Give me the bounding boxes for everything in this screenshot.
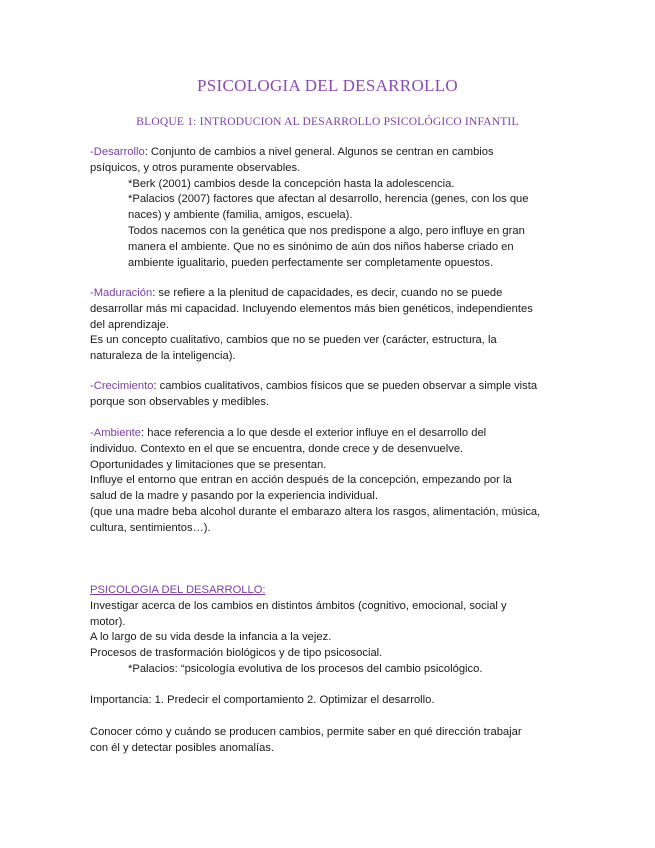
maduracion-definition: : se refiere a la plenitud de capacidades, es decir, cuando no se puede <box>152 287 503 299</box>
crecimiento-definition: : cambios cualitativos, cambios físicos que se pueden observar a simple vista <box>153 380 538 392</box>
maduracion-dash: - <box>90 287 94 299</box>
ambiente-line-3: Oportunidades y limitaciones que se presentan. <box>90 458 327 471</box>
desarrollo-line-3: *Berk (2001) cambios desde la concepción hasta la adolescencia. <box>128 177 455 190</box>
psicologia-section <box>90 583 570 678</box>
desarrollo-line-1 <box>90 145 570 161</box>
desarrollo-dash: - <box>90 146 94 158</box>
psicologia-line-2: motor). <box>90 615 126 628</box>
importancia-line: Importancia: 1. Predecir el comportamiento 2. Optimizar el desarrollo. <box>90 694 435 706</box>
desarrollo-line-6: Todos nacemos con la genética que nos predispone a algo, pero influye en gran <box>128 224 525 237</box>
psicologia-line-5: *Palacios: “psicología evolutiva de los procesos del cambio psicológico. <box>128 662 483 675</box>
psicologia-line-3: A lo largo de su vida desde la infancia a la vejez. <box>90 631 332 644</box>
ambiente-line-7: cultura, sentimientos…). <box>90 521 211 534</box>
page-title: PSICOLOGIA DEL DESARROLLO <box>197 76 458 95</box>
maduracion-line-4: Es un concepto cualitativo, cambios que no se pueden ver (carácter, estructura, la <box>90 334 497 347</box>
ambiente-definition: : hace referencia a lo que desde el exterior influye en el desarrollo del <box>141 427 487 439</box>
maduracion-line-1 <box>90 286 570 302</box>
ambiente-line-1 <box>90 426 570 442</box>
desarrollo-line-4: *Palacios (2007) factores que afectan al desarrollo, herencia (genes, con los que <box>128 193 529 206</box>
ambiente-line-5: salud de la madre y pasando por la experiencia individual. <box>90 490 378 503</box>
desarrollo-line-7: manera el ambiente. Que no es sinónimo de aún dos niños haberse criado en <box>128 240 514 253</box>
maduracion-section <box>90 286 570 365</box>
ambiente-line-4: Influye el entorno que entran en acción después de la concepción, empezando por la <box>90 474 512 487</box>
psicologia-line-1: Investigar acerca de los cambios en distintos ámbitos (cognitivo, emocional, social y <box>90 599 507 612</box>
desarrollo-line-5: naces) y ambiente (familia, amigos, escuela). <box>128 209 353 222</box>
maduracion-line-5: naturaleza de la inteligencia). <box>90 350 236 363</box>
desarrollo-line-8: ambiente igualitario, pueden perfectamente ser completamente opuestos. <box>128 256 494 269</box>
ambiente-line-2: individuo. Contexto en el que se encuentra, donde crece y de desenvuelve. <box>90 442 464 455</box>
conocer-section <box>90 725 570 757</box>
ambiente-term: Ambiente <box>93 427 141 439</box>
conocer-line-1: Conocer cómo y cuándo se producen cambios, permite saber en qué dirección trabajar <box>90 726 522 738</box>
importancia-section <box>90 693 570 709</box>
maduracion-line-2: desarrollar más mi capacidad. Incluyendo elementos más bien genéticos, independientes <box>90 302 533 315</box>
psicologia-heading: PSICOLOGIA DEL DESARROLLO: <box>90 584 266 596</box>
desarrollo-term: Desarrollo <box>93 146 145 158</box>
crecimiento-term: Crecimiento <box>93 380 154 392</box>
crecimiento-section <box>90 379 570 411</box>
crecimiento-line-2: porque son observables y medibles. <box>90 395 270 408</box>
maduracion-term: Maduración <box>93 287 153 299</box>
conocer-line-2: con él y detectar posibles anomalías. <box>90 741 275 754</box>
ambiente-dash: - <box>90 427 94 439</box>
ambiente-line-6: (que una madre beba alcohol durante el embarazo altera los rasgos, alimentación, música, <box>90 505 541 518</box>
desarrollo-definition: : Conjunto de cambios a nivel general. Algunos se centran en cambios <box>144 146 494 158</box>
ambiente-section <box>90 426 570 537</box>
crecimiento-dash: - <box>90 380 94 392</box>
maduracion-line-3: del aprendizaje. <box>90 318 169 331</box>
desarrollo-section <box>90 145 570 271</box>
page-subtitle: BLOQUE 1: INTRODUCION AL DESARROLLO PSICOLÓGICO INFANTIL <box>136 116 519 128</box>
crecimiento-line-1 <box>90 379 570 395</box>
desarrollo-line-2: psíquicos, y otros puramente observables. <box>90 161 301 174</box>
psicologia-line-4: Procesos de trasformación biológicos y de tipo psicosocial. <box>90 647 383 660</box>
